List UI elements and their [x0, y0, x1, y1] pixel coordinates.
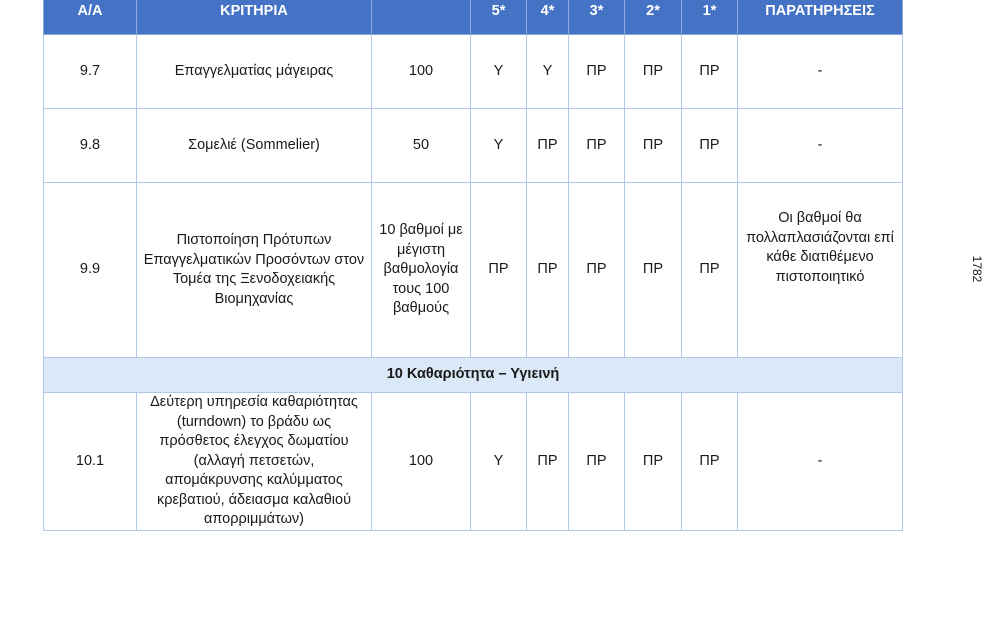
- row-criterion: Σομελιέ (Sommelier): [137, 109, 372, 183]
- header-criteria: ΚΡΙΤΗΡΙΑ: [137, 0, 372, 35]
- header-notes: ΠΑΡΑΤΗΡΗΣΕΙΣ: [738, 0, 903, 35]
- row-aa: 9.8: [44, 109, 137, 183]
- table-row: [44, 35, 903, 109]
- row-notes: -: [738, 35, 903, 109]
- row-5-star: Υ: [471, 393, 527, 531]
- row-points: 50: [372, 109, 471, 183]
- row-4-star: ΠΡ: [527, 109, 569, 183]
- row-aa: 10.1: [44, 393, 137, 531]
- header-5-star: 5*: [471, 0, 527, 35]
- row-notes: -: [738, 393, 903, 531]
- row-1-star: ΠΡ: [682, 109, 738, 183]
- row-criterion: Δεύτερη υπηρεσία καθαριότητας (turndown) το βράδυ ως πρόσθετος έλεγχος δωματίου (αλλαγή πετσετών, απομάκρυνσης καλύμματος κρεβατιού, άδειασμα καλαθιού απορριμμάτων): [137, 393, 372, 531]
- row-3-star: ΠΡ: [569, 109, 625, 183]
- row-aa: 9.7: [44, 35, 137, 109]
- header-2-star: 2*: [625, 0, 682, 35]
- row-3-star: ΠΡ: [569, 35, 625, 109]
- header-points: [372, 0, 471, 35]
- row-5-star: ΠΡ: [471, 183, 527, 358]
- row-criterion: Πιστοποίηση Πρότυπων Επαγγελματικών Προσόντων στον Τομέα της Ξενοδοχειακής Βιομηχανίας: [137, 183, 372, 358]
- table-row: [44, 109, 903, 183]
- header-aa: Α/Α: [44, 0, 137, 35]
- row-2-star: ΠΡ: [625, 183, 682, 358]
- row-5-star: Υ: [471, 35, 527, 109]
- row-1-star: ΠΡ: [682, 35, 738, 109]
- row-aa: 9.9: [44, 183, 137, 358]
- row-notes: Οι βαθμοί θα πολλαπλασιάζονται επί κάθε διατιθέμενο πιστοποιητικό: [738, 183, 903, 358]
- header-1-star: 1*: [682, 0, 738, 35]
- table-row: [44, 183, 903, 358]
- row-points: 100: [372, 393, 471, 531]
- row-2-star: ΠΡ: [625, 393, 682, 531]
- row-2-star: ΠΡ: [625, 35, 682, 109]
- table-row: [44, 393, 903, 531]
- row-4-star: ΠΡ: [527, 183, 569, 358]
- header-4-star: 4*: [527, 0, 569, 35]
- page-number: 1782: [970, 255, 984, 283]
- row-1-star: ΠΡ: [682, 393, 738, 531]
- row-5-star: Υ: [471, 109, 527, 183]
- row-notes: -: [738, 109, 903, 183]
- row-3-star: ΠΡ: [569, 183, 625, 358]
- table-header-row: [44, 0, 903, 35]
- criteria-table: [43, 0, 903, 531]
- row-points: 10 βαθμοί με μέγιστη βαθμολογία τους 100 βαθμούς: [372, 183, 471, 358]
- row-criterion: Επαγγελματίας μάγειρας: [137, 35, 372, 109]
- row-points: 100: [372, 35, 471, 109]
- row-3-star: ΠΡ: [569, 393, 625, 531]
- header-3-star: 3*: [569, 0, 625, 35]
- row-2-star: ΠΡ: [625, 109, 682, 183]
- row-4-star: Υ: [527, 35, 569, 109]
- section-title: 10 Καθαριότητα – Υγιεινή: [44, 358, 903, 393]
- section-row: [44, 358, 903, 393]
- row-1-star: ΠΡ: [682, 183, 738, 358]
- row-4-star: ΠΡ: [527, 393, 569, 531]
